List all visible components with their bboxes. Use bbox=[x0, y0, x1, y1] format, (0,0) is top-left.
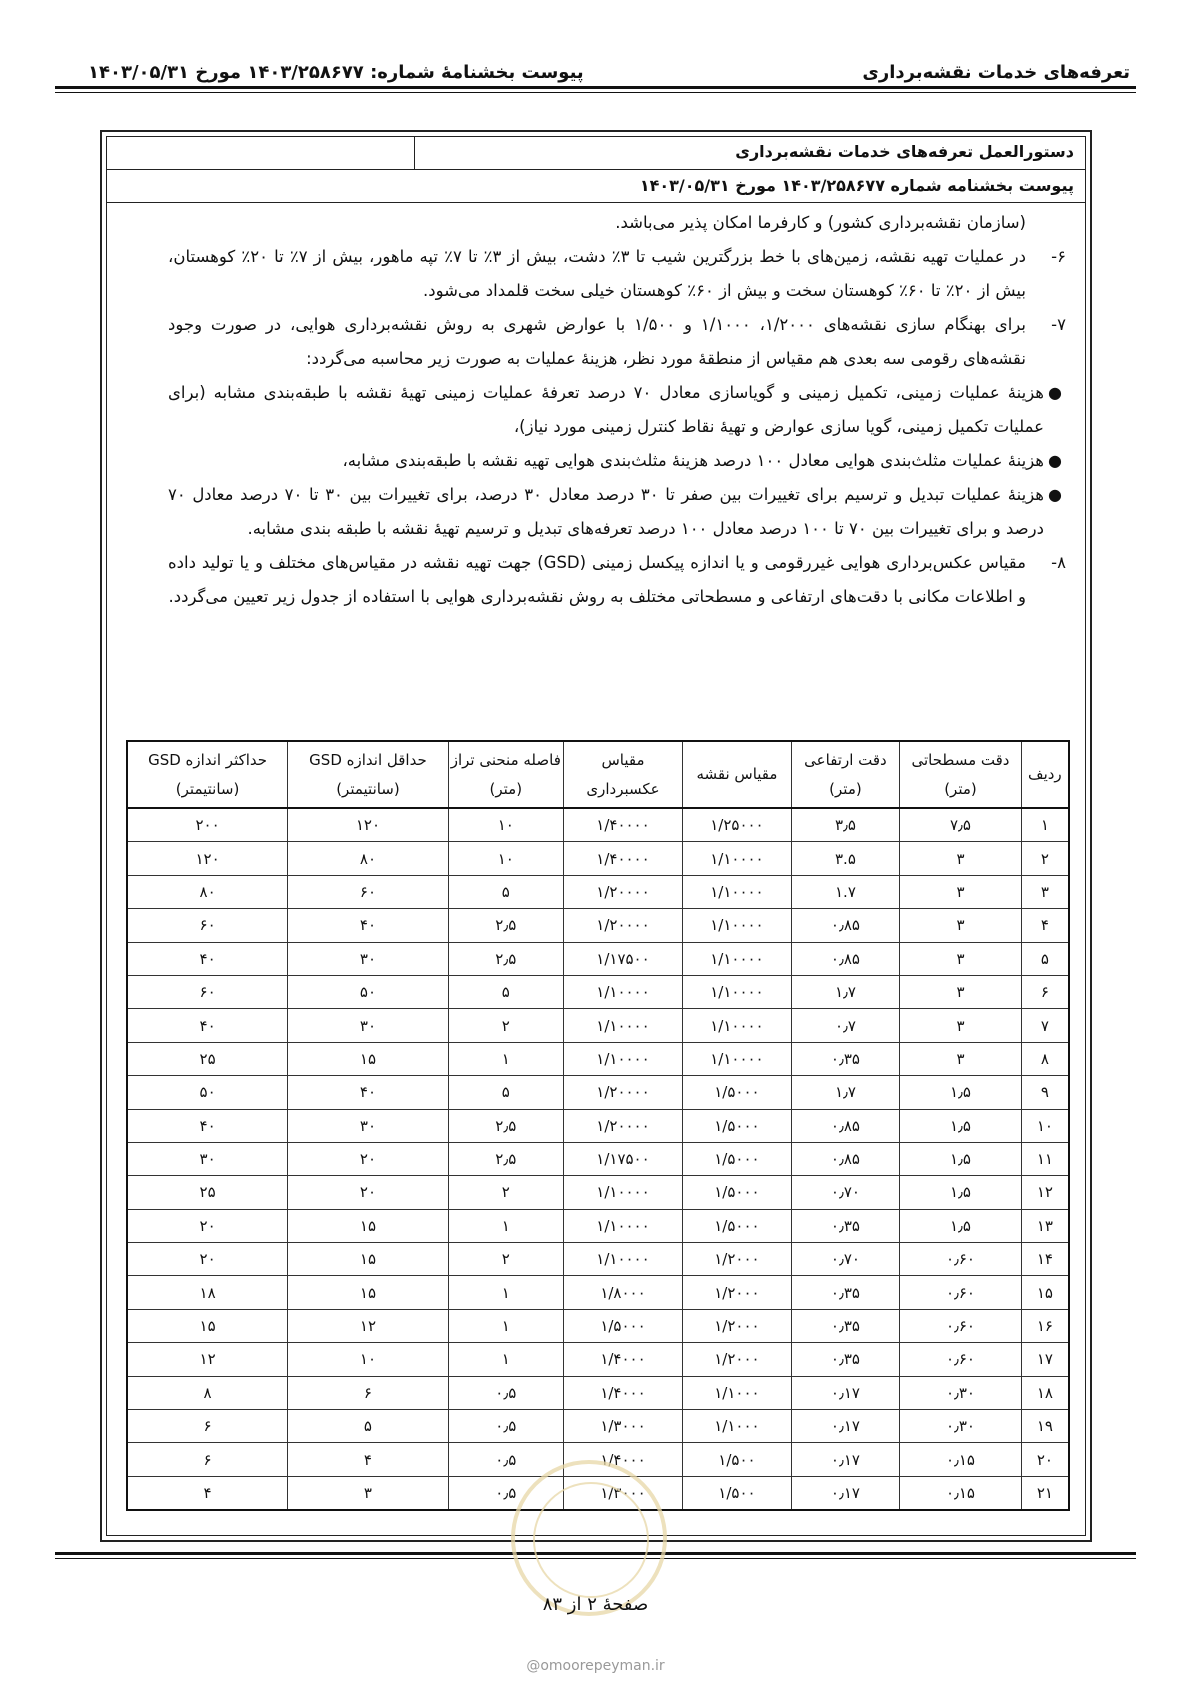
table-cell: ۰٫۵ bbox=[448, 1476, 563, 1510]
table-cell: ۴۰ bbox=[127, 1109, 288, 1142]
table-cell: ۲٫۵ bbox=[448, 942, 563, 975]
table-cell: ۳۰ bbox=[288, 1009, 449, 1042]
table-cell: ۱۷ bbox=[1021, 1343, 1069, 1376]
table-row bbox=[127, 1176, 1069, 1209]
table-cell: ۰٫۷ bbox=[791, 1009, 900, 1042]
header-title: تعرفه‌های خدمات نقشه‌برداری bbox=[862, 62, 1130, 83]
gsd-table bbox=[126, 740, 1070, 1511]
table-cell: ۱/۱۰۰۰۰ bbox=[563, 1176, 682, 1209]
table-cell: ۵ bbox=[448, 1076, 563, 1109]
table-cell: ۱/۲۰۰۰۰ bbox=[563, 1076, 682, 1109]
table-row bbox=[127, 1042, 1069, 1075]
table-cell: ۱/۸۰۰۰ bbox=[563, 1276, 682, 1309]
table-row bbox=[127, 1142, 1069, 1175]
table-row bbox=[127, 1309, 1069, 1342]
table-cell: ۱/۱۷۵۰۰ bbox=[563, 942, 682, 975]
table-cell: ۱/۱۰۰۰۰ bbox=[683, 842, 792, 875]
table-cell: ۱/۴۰۰۰ bbox=[563, 1376, 682, 1409]
table-cell: ۲ bbox=[1021, 842, 1069, 875]
table-cell: ۳۰ bbox=[288, 1109, 449, 1142]
table-cell: ۴۰ bbox=[288, 909, 449, 942]
table-cell: ۳ bbox=[900, 842, 1022, 875]
table-cell: ۱/۱۷۵۰۰ bbox=[563, 1142, 682, 1175]
table-cell: ۱/۲۰۰۰ bbox=[683, 1243, 792, 1276]
table-cell: ۱۲۰ bbox=[288, 808, 449, 842]
table-cell: ۵ bbox=[288, 1410, 449, 1443]
table-cell: ۶ bbox=[127, 1410, 288, 1443]
table-cell: ۲٫۵ bbox=[448, 1109, 563, 1142]
table-cell: ۱.۷ bbox=[791, 875, 900, 908]
table-row bbox=[127, 1209, 1069, 1242]
table-cell: ۱/۵۰۰۰ bbox=[683, 1142, 792, 1175]
table-row bbox=[127, 1009, 1069, 1042]
table-cell: ۰٫۵ bbox=[448, 1376, 563, 1409]
table-cell: ۱ bbox=[448, 1042, 563, 1075]
table-cell: ۶ bbox=[288, 1376, 449, 1409]
table-cell: ۳ bbox=[900, 875, 1022, 908]
table-cell: ۰٫۱۵ bbox=[900, 1476, 1022, 1510]
table-cell: ۱/۱۰۰۰۰ bbox=[563, 1009, 682, 1042]
table-cell: ۰٫۱۷ bbox=[791, 1476, 900, 1510]
table-cell: ۱۵ bbox=[127, 1309, 288, 1342]
table-cell: ۱٫۵ bbox=[900, 1209, 1022, 1242]
table-cell: ۱/۱۰۰۰۰ bbox=[563, 1209, 682, 1242]
table-cell: ۱۵ bbox=[288, 1042, 449, 1075]
table-cell: ۱۶ bbox=[1021, 1309, 1069, 1342]
table-header-cell: حداقل اندازه GSD (سانتیمتر) bbox=[288, 741, 449, 808]
table-row bbox=[127, 875, 1069, 908]
table-cell: ۲۰ bbox=[127, 1243, 288, 1276]
table-cell: ۱/۵۰۰ bbox=[683, 1443, 792, 1476]
bullet-text: هزینهٔ عملیات زمینی، تکمیل زمینی و گویاسازی معادل ۷۰ درصد تعرفهٔ عملیات زمینی تهیهٔ نقشه با طبقه‌بندی مشابه (برای عملیات تکمیل زمینی، گویا سازی عوارض و تهیهٔ نقاط کنترل زمینی مورد نیاز)، bbox=[168, 383, 1045, 436]
table-cell: ۳۰ bbox=[288, 942, 449, 975]
table-cell: ۰٫۶۰ bbox=[900, 1276, 1022, 1309]
table-cell: ۰٫۶۰ bbox=[900, 1343, 1022, 1376]
table-cell: ۱۸ bbox=[127, 1276, 288, 1309]
table-cell: ۶ bbox=[1021, 975, 1069, 1008]
table-cell: ۰٫۸۵ bbox=[791, 1109, 900, 1142]
table-cell: ۴ bbox=[288, 1443, 449, 1476]
table-cell: ۱۵ bbox=[288, 1209, 449, 1242]
table-cell: ۱/۳۰۰۰ bbox=[563, 1410, 682, 1443]
table-cell: ۴۰ bbox=[288, 1076, 449, 1109]
document-body bbox=[168, 206, 1066, 614]
table-cell: ۶۰ bbox=[127, 909, 288, 942]
table-cell: ۱ bbox=[448, 1209, 563, 1242]
paragraph-7 bbox=[168, 308, 1066, 376]
paragraph-8 bbox=[168, 546, 1066, 614]
table-cell: ۰٫۱۷ bbox=[791, 1443, 900, 1476]
bullet-item bbox=[168, 444, 1066, 478]
table-cell: ۱ bbox=[448, 1309, 563, 1342]
table-cell: ۱/۱۰۰۰ bbox=[683, 1410, 792, 1443]
table-cell: ۲ bbox=[448, 1243, 563, 1276]
paragraph-8-text: مقیاس عکس‌برداری هوایی غیررقومی و یا اندازه پیکسل زمینی (GSD) جهت تهیه نقشه در مقیاس‌های مختلف و یا تولید داده و اطلاعات مکانی با دقت‌های ارتفاعی و مسطحاتی مختلف به روش نقشه‌برداری هوایی با استفاده از جدول زیر تعیین می‌گردد. bbox=[168, 553, 1026, 606]
table-cell: ۱٫۷ bbox=[791, 975, 900, 1008]
bullet-item bbox=[168, 376, 1066, 444]
table-cell: ۳ bbox=[900, 975, 1022, 1008]
table-cell: ۱/۵۰۰۰ bbox=[683, 1109, 792, 1142]
header-rule-thick bbox=[55, 86, 1136, 89]
table-cell: ۱/۲۵۰۰۰ bbox=[683, 808, 792, 842]
table-header-cell: ردیف bbox=[1021, 741, 1069, 808]
table-cell: ۱۳ bbox=[1021, 1209, 1069, 1242]
table-cell: ۱٫۵ bbox=[900, 1109, 1022, 1142]
table-cell: ۱/۱۰۰۰۰ bbox=[563, 1243, 682, 1276]
document-subtitle: پیوست بخشنامه شماره ۱۴۰۳/۲۵۸۶۷۷ مورخ ۱۴۰۳/۰۵/۳۱ bbox=[639, 176, 1074, 195]
table-cell: ۲۵ bbox=[127, 1176, 288, 1209]
table-cell: ۴ bbox=[127, 1476, 288, 1510]
table-cell: ۱/۴۰۰۰ bbox=[563, 1443, 682, 1476]
paragraph-6 bbox=[168, 240, 1066, 308]
bullet-icon: ● bbox=[1048, 451, 1062, 470]
table-cell: ۸ bbox=[1021, 1042, 1069, 1075]
table-row bbox=[127, 1376, 1069, 1409]
table-cell: ۱/۵۰۰۰ bbox=[683, 1209, 792, 1242]
table-cell: ۵۰ bbox=[127, 1076, 288, 1109]
paragraph-7-number: ۷- bbox=[1051, 315, 1066, 334]
table-row bbox=[127, 1276, 1069, 1309]
table-cell: ۱٫۷ bbox=[791, 1076, 900, 1109]
table-header-cell: مقیاس عکسبرداری bbox=[563, 741, 682, 808]
table-cell: ۰٫۳۵ bbox=[791, 1042, 900, 1075]
table-cell: ۳٫۵ bbox=[791, 808, 900, 842]
table-cell: ۹ bbox=[1021, 1076, 1069, 1109]
table-cell: ۱۲ bbox=[288, 1309, 449, 1342]
paragraph-6-number: ۶- bbox=[1051, 247, 1066, 266]
table-cell: ۱۲ bbox=[1021, 1176, 1069, 1209]
table-header-cell: حداکثر اندازه GSD (سانتیمتر) bbox=[127, 741, 288, 808]
table-cell: ۰٫۱۷ bbox=[791, 1410, 900, 1443]
table-header-row bbox=[127, 741, 1069, 808]
table-cell: ۱۴ bbox=[1021, 1243, 1069, 1276]
table-header-cell: فاصله منحنی تراز (متر) bbox=[448, 741, 563, 808]
table-cell: ۲ bbox=[448, 1176, 563, 1209]
table-cell: ۷ bbox=[1021, 1009, 1069, 1042]
table-cell: ۱/۱۰۰۰۰ bbox=[683, 1042, 792, 1075]
table-cell: ۱/۱۰۰۰۰ bbox=[683, 909, 792, 942]
table-cell: ۱۵ bbox=[1021, 1276, 1069, 1309]
paragraph-6-text: در عملیات تهیه نقشه، زمین‌های با خط بزرگترین شیب تا ۳٪ دشت، بیش از ۳٪ تا ۷٪ تپه ماهور، بیش از ۷٪ تا ۲۰٪ کوهستان، بیش از ۲۰٪ تا ۶۰٪ کوهستان سخت و بیش از ۶۰٪ کوهستان خیلی سخت قلمداد می‌شود. bbox=[168, 247, 1026, 300]
table-cell: ۱/۱۰۰۰۰ bbox=[683, 942, 792, 975]
table-cell: ۳ bbox=[900, 1042, 1022, 1075]
table-cell: ۰٫۳۰ bbox=[900, 1376, 1022, 1409]
table-cell: ۰٫۶۰ bbox=[900, 1309, 1022, 1342]
table-cell: ۲ bbox=[448, 1009, 563, 1042]
table-cell: ۱/۴۰۰۰۰ bbox=[563, 842, 682, 875]
table-cell: ۱۸ bbox=[1021, 1376, 1069, 1409]
table-cell: ۱/۲۰۰۰۰ bbox=[563, 909, 682, 942]
table-cell: ۱٫۵ bbox=[900, 1142, 1022, 1175]
table-cell: ۱/۱۰۰۰۰ bbox=[683, 875, 792, 908]
table-cell: ۱ bbox=[448, 1343, 563, 1376]
table-body bbox=[127, 808, 1069, 1510]
table-cell: ۰٫۵ bbox=[448, 1443, 563, 1476]
table-header-cell: دقت مسطحاتی (متر) bbox=[900, 741, 1022, 808]
bullet-item bbox=[168, 478, 1066, 546]
table-cell: ۱/۵۰۰۰ bbox=[683, 1176, 792, 1209]
page-number: صفحهٔ ۲ از ۸۳ bbox=[542, 1594, 649, 1615]
table-row bbox=[127, 1343, 1069, 1376]
table-cell: ۸۰ bbox=[288, 842, 449, 875]
table-cell: ۱۹ bbox=[1021, 1410, 1069, 1443]
table-cell: ۲۰ bbox=[1021, 1443, 1069, 1476]
table-cell: ۱۲۰ bbox=[127, 842, 288, 875]
table-cell: ۱ bbox=[448, 1276, 563, 1309]
watermark-seal-logo bbox=[511, 1460, 667, 1616]
table-cell: ۱۰ bbox=[288, 1343, 449, 1376]
table-cell: ۲٫۵ bbox=[448, 909, 563, 942]
table-cell: ۱٫۵ bbox=[900, 1076, 1022, 1109]
table-cell: ۱۵ bbox=[288, 1243, 449, 1276]
table-cell: ۲۰ bbox=[127, 1209, 288, 1242]
table-cell: ۰٫۳۵ bbox=[791, 1309, 900, 1342]
table-cell: ۰٫۷۰ bbox=[791, 1243, 900, 1276]
table-row bbox=[127, 1109, 1069, 1142]
table-cell: ۷٫۵ bbox=[900, 808, 1022, 842]
table-row bbox=[127, 1076, 1069, 1109]
table-cell: ۴ bbox=[1021, 909, 1069, 942]
table-cell: ۵ bbox=[1021, 942, 1069, 975]
table-cell: ۰٫۱۵ bbox=[900, 1443, 1022, 1476]
table-cell: ۰٫۶۰ bbox=[900, 1243, 1022, 1276]
table-cell: ۱/۵۰۰ bbox=[683, 1476, 792, 1510]
table-cell: ۳ bbox=[900, 942, 1022, 975]
table-cell: ۱۰ bbox=[448, 808, 563, 842]
table-cell: ۰٫۳۵ bbox=[791, 1276, 900, 1309]
table-cell: ۱/۱۰۰۰۰ bbox=[683, 975, 792, 1008]
table-cell: ۱/۱۰۰۰۰ bbox=[683, 1009, 792, 1042]
table-cell: ۳۰ bbox=[127, 1142, 288, 1175]
table-cell: ۱/۲۰۰۰۰ bbox=[563, 1109, 682, 1142]
paragraph-7-text: برای بهنگام سازی نقشه‌های ۱/۲۰۰۰، ۱/۱۰۰۰ و ۱/۵۰۰ با عوارض شهری به روش نقشه‌برداری هوایی، در صورت وجود نقشه‌های رقومی سه بعدی هم مقیاس از منطقهٔ مورد نظر، هزینهٔ عملیات به صورت زیر محاسبه می‌گردد: bbox=[168, 315, 1027, 368]
bullet-text: هزینهٔ عملیات تبدیل و ترسیم برای تغییرات بین صفر تا ۳۰ درصد معادل ۳۰ درصد، برای تغییرات بین ۳۰ تا ۷۰ درصد معادل ۷۰ درصد و برای تغییرات بین ۷۰ تا ۱۰۰ درصد معادل ۱۰۰ درصد تعرفه‌های تبدیل و ترسیم تهیهٔ نقشه با طبقه بندی مشابه. bbox=[168, 485, 1045, 538]
table-cell: ۱/۵۰۰۰ bbox=[563, 1309, 682, 1342]
table-cell: ۰٫۸۵ bbox=[791, 1142, 900, 1175]
table-cell: ۱/۳۰۰۰ bbox=[563, 1476, 682, 1510]
table-cell: ۰٫۳۵ bbox=[791, 1209, 900, 1242]
table-cell: ۱۰ bbox=[448, 842, 563, 875]
table-cell: ۰٫۳۵ bbox=[791, 1343, 900, 1376]
table-row bbox=[127, 808, 1069, 842]
table-cell: ۴۰ bbox=[127, 942, 288, 975]
document-title-box bbox=[106, 136, 1086, 202]
table-cell: ۲۰ bbox=[288, 1142, 449, 1175]
table-cell: ۱۲ bbox=[127, 1343, 288, 1376]
bullet-text: هزینهٔ عملیات مثلث‌بندی هوایی معادل ۱۰۰ درصد هزینهٔ مثلث‌بندی هوایی تهیه نقشه با طبقه‌بندی مشابه، bbox=[342, 451, 1044, 470]
table-cell: ۲۵ bbox=[127, 1042, 288, 1075]
table-cell: ۱۰ bbox=[1021, 1109, 1069, 1142]
table-cell: ۰٫۱۷ bbox=[791, 1376, 900, 1409]
table-cell: ۱/۴۰۰۰ bbox=[563, 1343, 682, 1376]
table-row bbox=[127, 1243, 1069, 1276]
table-cell: ۲۰۰ bbox=[127, 808, 288, 842]
continued-paragraph: (سازمان نقشه‌برداری کشور) و کارفرما امکان پذیر می‌باشد. bbox=[615, 213, 1026, 232]
table-cell: ۱/۴۰۰۰۰ bbox=[563, 808, 682, 842]
table-cell: ۳ bbox=[900, 1009, 1022, 1042]
table-cell: ۶ bbox=[127, 1443, 288, 1476]
table-row bbox=[127, 1410, 1069, 1443]
table-cell: ۱/۱۰۰۰۰ bbox=[563, 1042, 682, 1075]
paragraph-8-number: ۸- bbox=[1051, 553, 1066, 572]
table-cell: ۱ bbox=[1021, 808, 1069, 842]
table-header-cell: دقت ارتفاعی (متر) bbox=[791, 741, 900, 808]
table-cell: ۲۱ bbox=[1021, 1476, 1069, 1510]
header-rule-thin bbox=[55, 92, 1136, 93]
table-cell: ۳ bbox=[900, 909, 1022, 942]
table-cell: ۵۰ bbox=[288, 975, 449, 1008]
table-cell: ۱/۱۰۰۰ bbox=[683, 1376, 792, 1409]
table-cell: ۱/۱۰۰۰۰ bbox=[563, 975, 682, 1008]
table-cell: ۵ bbox=[448, 975, 563, 1008]
table-cell: ۵ bbox=[448, 875, 563, 908]
table-cell: ۶۰ bbox=[127, 975, 288, 1008]
table-cell: ۱/۵۰۰۰ bbox=[683, 1076, 792, 1109]
document-title: دستورالعمل تعرفه‌های خدمات نقشه‌برداری bbox=[414, 136, 1086, 169]
table-cell: ۰٫۸۵ bbox=[791, 909, 900, 942]
table-cell: ۶۰ bbox=[288, 875, 449, 908]
table-cell: ۸۰ bbox=[127, 875, 288, 908]
table-cell: ۱۱ bbox=[1021, 1142, 1069, 1175]
page-header bbox=[88, 52, 1130, 88]
header-reference: پیوست بخشنامهٔ شماره: ۱۴۰۳/۲۵۸۶۷۷ مورخ ۱۴۰۳/۰۵/۳۱ bbox=[88, 62, 584, 83]
table-cell: ۱٫۵ bbox=[900, 1176, 1022, 1209]
table-cell: ۳.۵ bbox=[791, 842, 900, 875]
table-header-cell: مقیاس نقشه bbox=[683, 741, 792, 808]
table-cell: ۳ bbox=[288, 1476, 449, 1510]
table-cell: ۰٫۳۰ bbox=[900, 1410, 1022, 1443]
table-cell: ۰٫۵ bbox=[448, 1410, 563, 1443]
table-cell: ۱/۲۰۰۰ bbox=[683, 1309, 792, 1342]
table-cell: ۱/۲۰۰۰ bbox=[683, 1276, 792, 1309]
bullet-icon: ● bbox=[1048, 485, 1062, 504]
table-row bbox=[127, 842, 1069, 875]
table-row bbox=[127, 909, 1069, 942]
table-cell: ۱۵ bbox=[288, 1276, 449, 1309]
table-cell: ۸ bbox=[127, 1376, 288, 1409]
table-row bbox=[127, 975, 1069, 1008]
table-cell: ۰٫۷۰ bbox=[791, 1176, 900, 1209]
table-cell: ۱/۲۰۰۰ bbox=[683, 1343, 792, 1376]
table-cell: ۴۰ bbox=[127, 1009, 288, 1042]
table-cell: ۳ bbox=[1021, 875, 1069, 908]
bullet-icon: ● bbox=[1048, 383, 1062, 402]
table-cell: ۱/۲۰۰۰۰ bbox=[563, 875, 682, 908]
table-cell: ۲٫۵ bbox=[448, 1142, 563, 1175]
table-cell: ۰٫۸۵ bbox=[791, 942, 900, 975]
table-cell: ۲۰ bbox=[288, 1176, 449, 1209]
watermark-url: @omoorepeyman.ir bbox=[526, 1658, 665, 1674]
table-row bbox=[127, 942, 1069, 975]
